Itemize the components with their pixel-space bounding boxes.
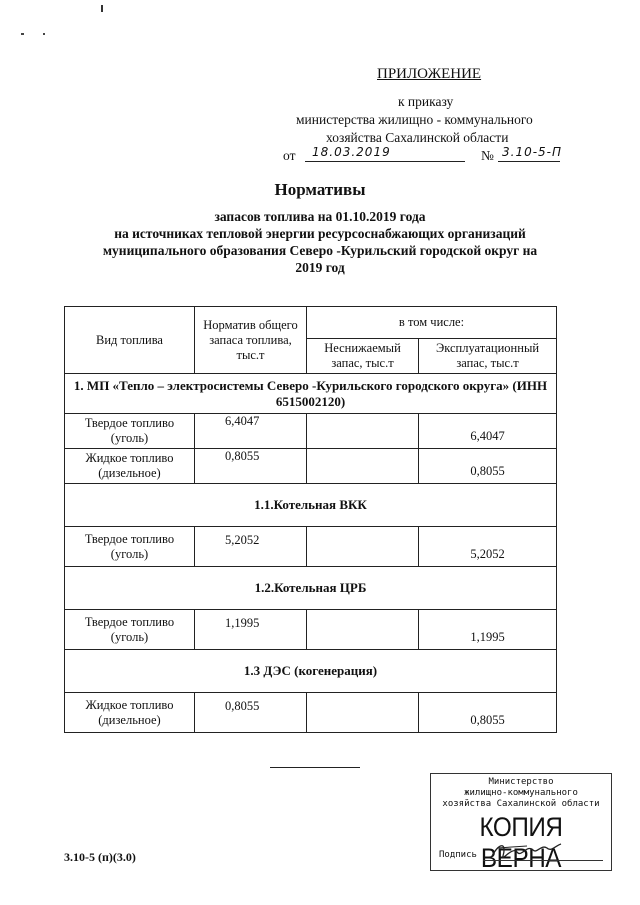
signature-scribble — [487, 838, 567, 864]
header-row — [65, 307, 557, 339]
section-row — [65, 650, 557, 693]
non-reducible-cell — [307, 527, 419, 567]
total-cell: 1,1995 — [195, 610, 307, 650]
section-title: 1.1.Котельная ВКК — [65, 484, 557, 527]
fuel-cell: Твердое топливо (уголь) — [65, 610, 195, 650]
appendix-line2: министерства жилищно - коммунального — [296, 112, 533, 127]
number-handwritten: 3.10-5-П — [502, 145, 563, 159]
scan-speck — [43, 33, 45, 35]
date-underline — [305, 161, 465, 162]
header-operational: Эксплуатационный запас, тыс.т — [419, 339, 557, 374]
table-row — [65, 449, 557, 484]
section-title: 1.2.Котельная ЦРБ — [65, 567, 557, 610]
total-cell: 5,2052 — [195, 527, 307, 567]
section-row — [65, 484, 557, 527]
operational-cell: 0,8055 — [419, 449, 557, 484]
norms-table — [64, 306, 557, 733]
footer-code: 3.10-5 (п)(3.0) — [64, 850, 136, 864]
table-row — [65, 527, 557, 567]
operational-cell: 1,1995 — [419, 610, 557, 650]
header-including: в том числе: — [307, 307, 557, 339]
header-fuel-type: Вид топлива — [65, 307, 195, 374]
header-non-reducible: Неснижаемый запас, тыс.т — [307, 339, 419, 374]
date-handwritten: 18.03.2019 — [312, 145, 391, 159]
header-total-norm: Норматив общего запаса топлива, тыс.т — [195, 307, 307, 374]
fuel-cell: Жидкое топливо (дизельное) — [65, 449, 195, 484]
total-cell: 6,4047 — [195, 414, 307, 449]
section-title: 1.3 ДЭС (когенерация) — [65, 650, 557, 693]
scan-speck — [101, 5, 103, 12]
fuel-cell: Твердое топливо (уголь) — [65, 527, 195, 567]
appendix-title: ПРИЛОЖЕНИЕ — [377, 66, 482, 82]
appendix-line1: к приказу — [398, 94, 454, 109]
operational-cell: 0,8055 — [419, 693, 557, 733]
section-row — [65, 374, 557, 414]
number-label: № — [481, 148, 494, 163]
stamp-line3: хозяйства Сахалинской области — [442, 799, 600, 809]
operational-cell: 6,4047 — [419, 414, 557, 449]
fuel-cell: Жидкое топливо (дизельное) — [65, 693, 195, 733]
appendix-line3: хозяйства Сахалинской области — [326, 130, 509, 145]
table-row — [65, 610, 557, 650]
table-row — [65, 414, 557, 449]
total-cell: 0,8055 — [195, 693, 307, 733]
certified-copy-stamp — [430, 773, 612, 871]
fuel-cell: Твердое топливо (уголь) — [65, 414, 195, 449]
heading-line1: запасов топлива на 01.10.2019 года — [214, 209, 426, 224]
stamp-line2: жилищно-коммунального — [464, 788, 578, 798]
non-reducible-cell — [307, 414, 419, 449]
heading-line4: 2019 год — [295, 260, 345, 275]
number-underline — [498, 161, 560, 162]
section-title: 1. МП «Тепло – электросистемы Северо -Курильского городского округа» (ИНН 6515002120) — [65, 374, 557, 414]
non-reducible-cell — [307, 449, 419, 484]
operational-cell: 5,2052 — [419, 527, 557, 567]
section-row — [65, 567, 557, 610]
total-cell: 0,8055 — [195, 449, 307, 484]
heading-line2: на источниках тепловой энергии ресурсоснабжающих организаций — [114, 226, 526, 241]
separator-line — [270, 767, 360, 768]
stamp-sign-label: Подпись — [439, 850, 477, 860]
stamp-line1: Министерство — [488, 777, 554, 787]
page-title: Нормативы — [274, 180, 366, 199]
from-label: от — [283, 148, 296, 163]
non-reducible-cell — [307, 610, 419, 650]
table-row — [65, 693, 557, 733]
stamp-big-text: КОПИЯ ВЕРНА — [479, 812, 563, 873]
non-reducible-cell — [307, 693, 419, 733]
heading-line3: муниципального образования Северо -Курильский городской округ на — [102, 243, 538, 258]
scan-speck — [21, 33, 24, 35]
